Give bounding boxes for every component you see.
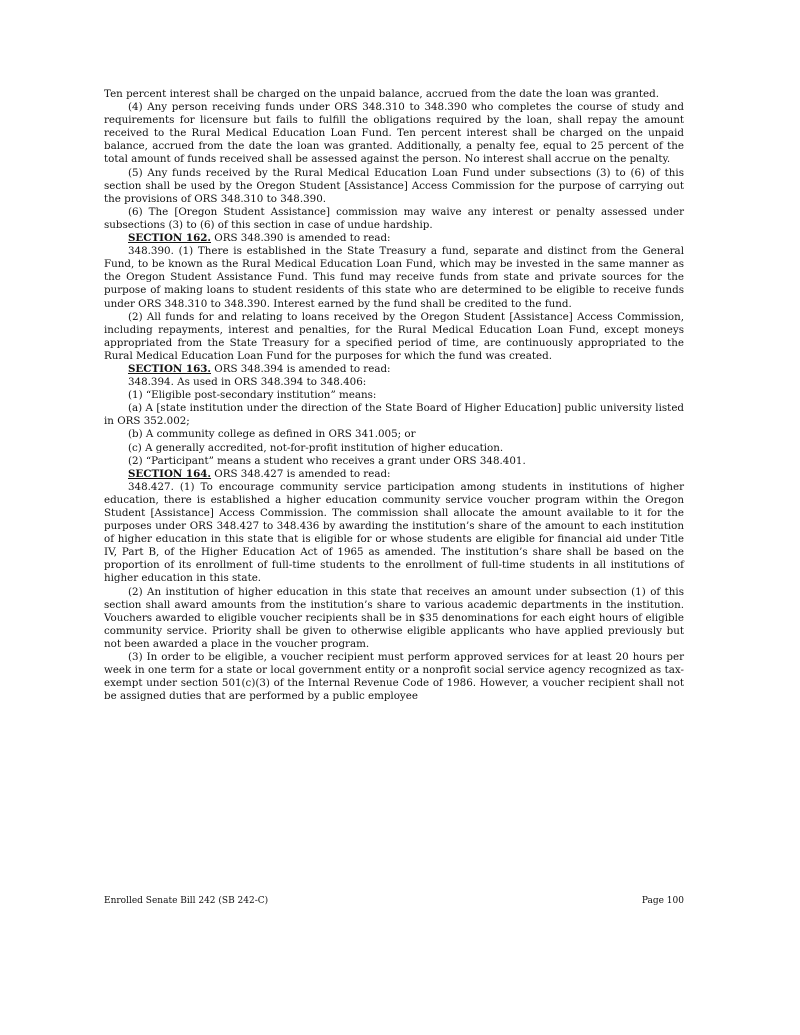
- text-run: Commission for the purpose of carrying out the provisions of ORS 348.310 to 348.390.: [104, 179, 684, 205]
- text-run: (2) “Participant” means a student who receives a grant under ORS 348.401.: [128, 454, 526, 467]
- paragraph: [104, 428, 684, 441]
- text-run: state institution under the direction of the State Board of Higher Education: [160, 402, 558, 415]
- text-run: ]: [557, 402, 565, 415]
- text-run: (b) A community college as defined in ORS 341.005; or: [128, 428, 416, 441]
- document-body: [104, 88, 684, 703]
- paragraph: [104, 586, 684, 651]
- section-heading: SECTION 162.: [128, 232, 212, 245]
- paragraph: [104, 232, 684, 245]
- text-run: ] commission may waive any interest or penalty assessed under subsections (3) to (6) of this section in case of undue hardship.: [104, 205, 685, 231]
- paragraph: [104, 376, 684, 389]
- text-run: (a) A [: [128, 402, 161, 415]
- text-run: (3) In order to be eligible, a voucher recipient must perform approved services for at least 20 hours per week in one term for a state or local government entity or a nonprofit social service agency recognized as tax-exempt under section 501(c)(3) of the Internal Revenue Code of 1986. However, a voucher recipient shall not be assigned duties that are performed by a public employee: [104, 651, 684, 703]
- paragraph: [104, 245, 684, 310]
- text-run: (c) A generally accredited, not-for-profit institution of higher education.: [128, 441, 504, 454]
- page-footer: [104, 896, 684, 906]
- footer-page-number: Page 100: [641, 896, 684, 906]
- text-run: ORS 348.394 is amended to read:: [211, 362, 391, 375]
- text-run: Access: [219, 507, 255, 519]
- footer-bill-title: Enrolled Senate Bill 242 (SB 242-C): [104, 896, 269, 906]
- text-run: (6) The [: [128, 205, 179, 218]
- paragraph: [104, 455, 684, 468]
- text-run: ]: [403, 179, 412, 192]
- text-run: listed in ORS 352.002;: [104, 402, 684, 428]
- paragraph: [104, 389, 684, 402]
- text-run: ]: [209, 507, 220, 519]
- paragraph: [104, 206, 684, 232]
- paragraph: [104, 468, 684, 481]
- paragraph: [104, 442, 684, 455]
- text-run: ]: [568, 310, 578, 323]
- text-run: Assistance: [513, 310, 569, 323]
- paragraph: [104, 651, 684, 703]
- paragraph: [104, 363, 684, 376]
- paragraph: [104, 167, 684, 206]
- text-run: Assistance: [348, 179, 404, 192]
- section-heading: SECTION 164.: [128, 467, 212, 480]
- paragraph: [104, 88, 684, 101]
- text-run: 348.390. (1) There is established in the State Treasury a fund, separate and distinct from the General Fund, to be known as the Rural Medical Education Loan Fund, which may be invested in the same manner as the Oregon Student Assistance Fund. This fund may receive funds from state and private sources for the purpose of making loans to student residents of this state who are determined to be eligible to receive funds under ORS 348.310 to 348.390. Interest earned by the fund shall be credited to the fund.: [104, 245, 684, 310]
- text-run: 348.394. As used in ORS 348.394 to 348.406:: [128, 376, 367, 389]
- text-run: Access: [411, 179, 448, 192]
- text-run: (5) Any funds received by the Rural Medical Education Loan Fund under subsections (3) to (6) of this section shall be used by the Oregon Student [: [104, 166, 684, 192]
- text-run: ORS 348.427 is amended to read:: [211, 467, 391, 480]
- paragraph: [104, 481, 684, 586]
- text-run: (2) An institution of higher education in this state that receives an amount under subsection (1) of this section shall award amounts from the institution’s share to various academic departments in the institution. Vouchers awarded to eligible voucher recipients shall be in $35 denominations for each eight hours of eligible community service. Priority shall be given to otherwise eligible applicants who have applied previously but not been awarded a place in the voucher program.: [104, 585, 684, 650]
- text-run: Commission, including repayments, interest and penalties, for the Rural Medical Education Loan Fund, except moneys appropriated from the State Treasury for a specified period of time, are continuously appropriated to the Rural Medical Education Loan Fund for the purposes for which the fund was created.: [104, 310, 685, 362]
- text-run: Ten percent interest shall be charged on the unpaid balance, accrued from the date the loan was granted.: [104, 88, 660, 100]
- text-run: (1) “Eligible post-secondary institution” means:: [128, 389, 377, 402]
- text-run: (4) Any person receiving funds under ORS 348.310 to 348.390 who completes the course of study and requirements for licensure but fails to fulfill the obligations required by the loan, shall repay the amount received to the Rural Medical Education Loan Fund. Ten percent interest shall be charged on the unpaid balance, accrued from the date the loan was granted. Additionally, a penalty fee, equal to 25 percent of the total amount of funds received shall be assessed against the person. No interest shall accrue on the penalty.: [104, 101, 684, 166]
- text-run: Assistance: [154, 507, 210, 519]
- text-run: Access: [577, 310, 613, 323]
- paragraph: [104, 311, 684, 363]
- text-run: (2) All funds for and relating to loans received by the Oregon Student [: [128, 310, 514, 323]
- paragraph: [104, 101, 684, 166]
- text-run: ORS 348.390 is amended to read:: [211, 232, 391, 245]
- text-run: 348.427. (1) To encourage community service participation among students in institutions of higher education, there is established a higher education community service voucher program within the Oregon Student [: [104, 480, 684, 519]
- section-heading: SECTION 163.: [128, 362, 212, 375]
- text-run: Oregon Student Assistance: [178, 205, 327, 218]
- text-run: Commission. The commission shall allocate the amount available to it for the purposes under ORS 348.427 to 348.436 by awarding the institution’s share of the amount to each institution of higher education in this state that is eligible for or whose students are eligible for financial aid under Title IV, Part B, of the Higher Education Act of 1965 as amended. The institution’s share shall be based on the proportion of its enrollment of full-time students to the enrollment of full-time students in all institutions of higher education in this state.: [104, 507, 684, 585]
- paragraph: [104, 402, 684, 428]
- text-run: public university: [564, 402, 652, 415]
